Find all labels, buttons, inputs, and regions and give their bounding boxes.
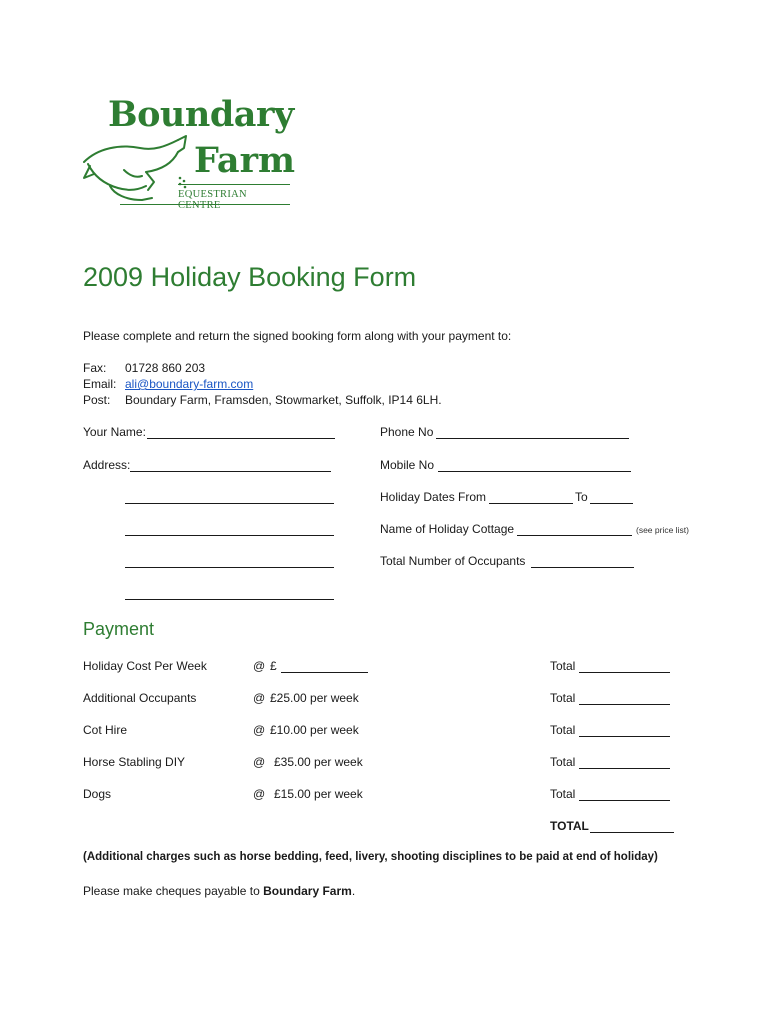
payment-total-field[interactable] [579, 704, 670, 705]
intro-text: Please complete and return the signed booking form along with your payment to: [83, 329, 512, 343]
boundary-farm-logo [80, 94, 296, 211]
payment-rate: £ [270, 659, 277, 673]
logo-word-farm: Farm [194, 140, 296, 181]
payment-total-field[interactable] [579, 672, 670, 673]
logo-word-boundary: Boundary [108, 94, 294, 135]
payment-total-label: Total [550, 723, 576, 737]
cheques-payee: Boundary Farm [263, 884, 352, 898]
payment-at: @ [253, 659, 266, 673]
payment-rate: £15.00 per week [274, 787, 363, 801]
payment-total-field[interactable] [579, 800, 670, 801]
your-name-label: Your Name: [83, 425, 146, 439]
address-field-line-5[interactable] [125, 599, 334, 600]
payment-at: @ [253, 723, 266, 737]
see-price-list-note: (see price list) [636, 525, 689, 535]
fax-value: 01728 860 203 [125, 361, 206, 375]
occupants-field[interactable] [531, 567, 634, 568]
payment-item: Dogs [83, 787, 112, 801]
mobile-label: Mobile No [380, 458, 435, 472]
logo-subtitle: EQUESTRIAN CENTRE [178, 189, 247, 211]
payment-rate: £10.00 per week [270, 723, 359, 737]
logo-rule-top [178, 184, 290, 185]
logo-rule-bottom [120, 204, 290, 205]
address-field-line-3[interactable] [125, 535, 334, 536]
payment-heading: Payment [83, 619, 155, 639]
payment-total-label: Total [550, 755, 576, 769]
payment-at: @ [253, 787, 266, 801]
payment-item: Cot Hire [83, 723, 128, 737]
payment-item: Holiday Cost Per Week [83, 659, 207, 673]
address-field-line-1[interactable] [130, 471, 331, 472]
holiday-cost-field[interactable] [281, 672, 368, 673]
cottage-label: Name of Holiday Cottage [380, 522, 515, 536]
page-title: 2009 Holiday Booking Form [83, 262, 417, 292]
address-field-line-4[interactable] [125, 567, 334, 568]
holiday-dates-from-label: Holiday Dates From [380, 490, 487, 504]
post-value: Boundary Farm, Framsden, Stowmarket, Suffolk, IP14 6LH. [125, 393, 442, 407]
cheques-note [83, 884, 355, 898]
mobile-field[interactable] [438, 471, 631, 472]
payment-total-field[interactable] [579, 768, 670, 769]
your-name-field[interactable] [147, 438, 335, 439]
phone-label: Phone No [380, 425, 434, 439]
payment-total-label: Total [550, 691, 576, 705]
cheques-suffix: . [351, 884, 356, 898]
cottage-field[interactable] [517, 535, 632, 536]
holiday-dates-from-field[interactable] [489, 503, 573, 504]
payment-total-field[interactable] [579, 736, 670, 737]
email-label: Email: [83, 377, 117, 391]
payment-total-label: Total [550, 659, 576, 673]
cheques-prefix: Please make cheques payable to [83, 884, 264, 898]
horse-icon [80, 134, 190, 206]
holiday-dates-to-field[interactable] [590, 503, 633, 504]
payment-item: Additional Occupants [83, 691, 197, 705]
payment-at: @ [253, 755, 266, 769]
post-label: Post: [83, 393, 111, 407]
additional-charges-note: (Additional charges such as horse bedding, feed, livery, shooting disciplines to be paid at end of holiday) [83, 851, 658, 863]
address-field-line-2[interactable] [125, 503, 334, 504]
payment-rate: £25.00 per week [270, 691, 359, 705]
holiday-dates-to-label: To [575, 490, 588, 504]
address-label: Address: [83, 458, 131, 472]
grand-total-label: TOTAL [550, 819, 589, 833]
payment-at: @ [253, 691, 266, 705]
email-link[interactable]: ali@boundary-farm.com [125, 377, 254, 391]
occupants-label: Total Number of Occupants [380, 554, 526, 568]
payment-rate: £35.00 per week [274, 755, 363, 769]
payment-item: Horse Stabling DIY [83, 755, 186, 769]
grand-total-field[interactable] [590, 832, 674, 833]
fax-label: Fax: [83, 361, 107, 375]
phone-field[interactable] [436, 438, 629, 439]
payment-total-label: Total [550, 787, 576, 801]
